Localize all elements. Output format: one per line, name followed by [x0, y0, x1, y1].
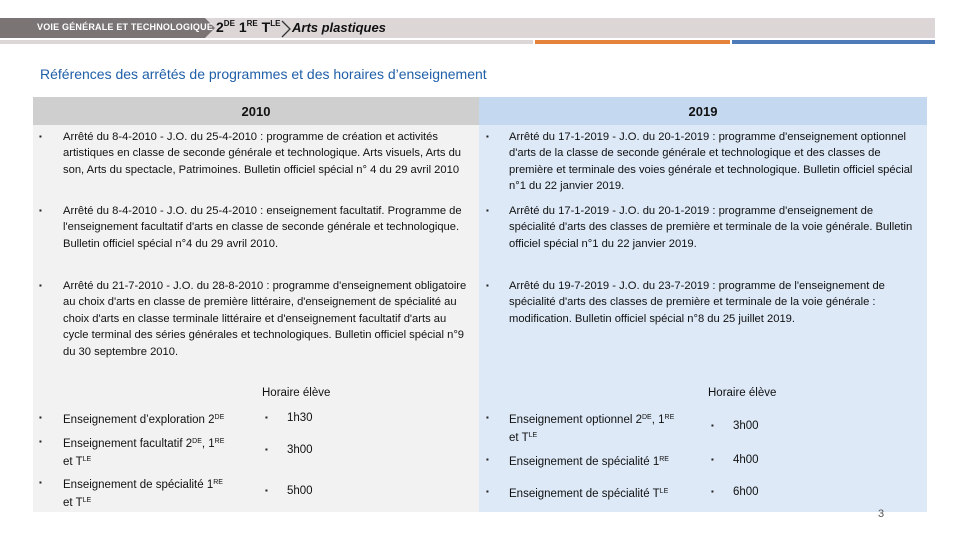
bullet-icon: ▪ [39, 413, 42, 422]
reference-item: Arrêté du 8-4-2010 - J.O. du 25-4-2010 : enseignement facultatif. Programme de l'enseignement facultatif d'arts en classe de seconde générale et technologique. Bulletin officiel spécial n°4 du 29 avril 2010. [63, 205, 462, 250]
header-levels: 2DE 1RE $T^{LE}$ [216, 19, 281, 35]
course-name: Enseignement de spécialité 1RE [509, 456, 669, 468]
course-name: Enseignement d’exploration 2DE [63, 414, 225, 426]
bullet-icon: ▪ [711, 421, 714, 430]
bullet-icon: ▪ [486, 455, 489, 464]
year-2010: 2010 [241, 104, 271, 119]
year-2019: 2019 [688, 104, 718, 119]
horaire-label-2010: Horaire élève [262, 387, 331, 399]
bullet-icon: ▪ [39, 478, 42, 487]
chevron-right-icon [281, 20, 291, 38]
bullet-icon: ▪ [486, 206, 489, 215]
bullet-icon: ▪ [39, 281, 42, 290]
reference-item: Arrêté du 8-4-2010 - J.O. du 25-4-2010 : programme de création et activités artistiques en classe de seconde générale et technologique. Arts visuels, Arts du son, Arts du spectacle, Patrimoines. Bulletin officiel spécial n° 4 du 29 avril 2010 [63, 131, 462, 176]
course-name: Enseignement optionnel 2DE, 1RE et $T^{LE}$ [509, 414, 675, 444]
course-hours: 3h00 [287, 444, 313, 456]
bullet-icon: ▪ [39, 132, 42, 141]
page-title: Références des arrêtés de programmes et des horaires d’enseignement [40, 66, 487, 82]
stripe-blue [732, 40, 935, 44]
bullet-icon: ▪ [711, 487, 714, 496]
bullet-icon: ▪ [486, 281, 489, 290]
bullet-icon: ▪ [265, 486, 268, 495]
bullet-icon: ▪ [486, 413, 489, 422]
bullet-icon: ▪ [39, 437, 42, 446]
stripe-grey [0, 40, 533, 44]
bullet-icon: ▪ [486, 487, 489, 496]
reference-item: Arrêté du 17-1-2019 - J.O. du 20-1-2019 : programme d'enseignement optionnel d'arts de la classe de seconde générale et technologique et des classes de première et terminale des voies générale et technologique. Bulletin officiel spécial n°1 du 22 janvier 2019. [509, 131, 913, 193]
horaire-label-2019: Horaire élève [708, 387, 777, 399]
reference-item: Arrêté du 17-1-2019 - J.O. du 20-1-2019 : programme d'enseignement de spécialité d'arts des classes de première et terminale de la voie générale. Bulletin officiel spécial n°1 du 22 janvier 2019. [509, 205, 913, 250]
course-hours: 5h00 [287, 485, 313, 497]
course-hours: 1h30 [287, 412, 313, 424]
course-hours: 6h00 [733, 486, 759, 498]
bullet-icon: ▪ [711, 455, 714, 464]
course-hours: 3h00 [733, 420, 759, 432]
stripe-orange [535, 40, 730, 44]
header-track: VOIE GÉNÉRALE ET TECHNOLOGIQUE [37, 22, 214, 32]
course-name: Enseignement de spécialité 1RE et $T^{LE}$ [63, 479, 223, 509]
bullet-icon: ▪ [486, 132, 489, 141]
bullet-icon: ▪ [39, 206, 42, 215]
bullet-icon: ▪ [265, 445, 268, 454]
course-name: Enseignement de spécialité $T^{LE}$ [509, 488, 669, 500]
course-hours: 4h00 [733, 454, 759, 466]
bullet-icon: ▪ [265, 413, 268, 422]
course-name: Enseignement facultatif 2DE, 1RE et $T^{LE}$ [63, 438, 225, 468]
reference-item: Arrêté du 21-7-2010 - J.O. du 28-8-2010 : programme d'enseignement obligatoire au choix d'arts en classe de première littéraire, d'enseignement de spécialité au choix d'arts en classe terminale littéraire et d'enseignement facultatif d'arts au cycle terminal des séries générales et technologiques. Bulletin officiel spécial n°9 du 30 septembre 2010. [63, 280, 467, 358]
header-subject: Arts plastiques [292, 20, 386, 35]
page-number: 3 [878, 508, 885, 520]
reference-item: Arrêté du 19-7-2019 - J.O. du 23-7-2019 : programme de l'enseignement de spécialité d'arts des classes de première et terminale de la voie générale : modification. Bulletin officiel spécial n°8 du 25 juillet 2019. [509, 280, 885, 325]
